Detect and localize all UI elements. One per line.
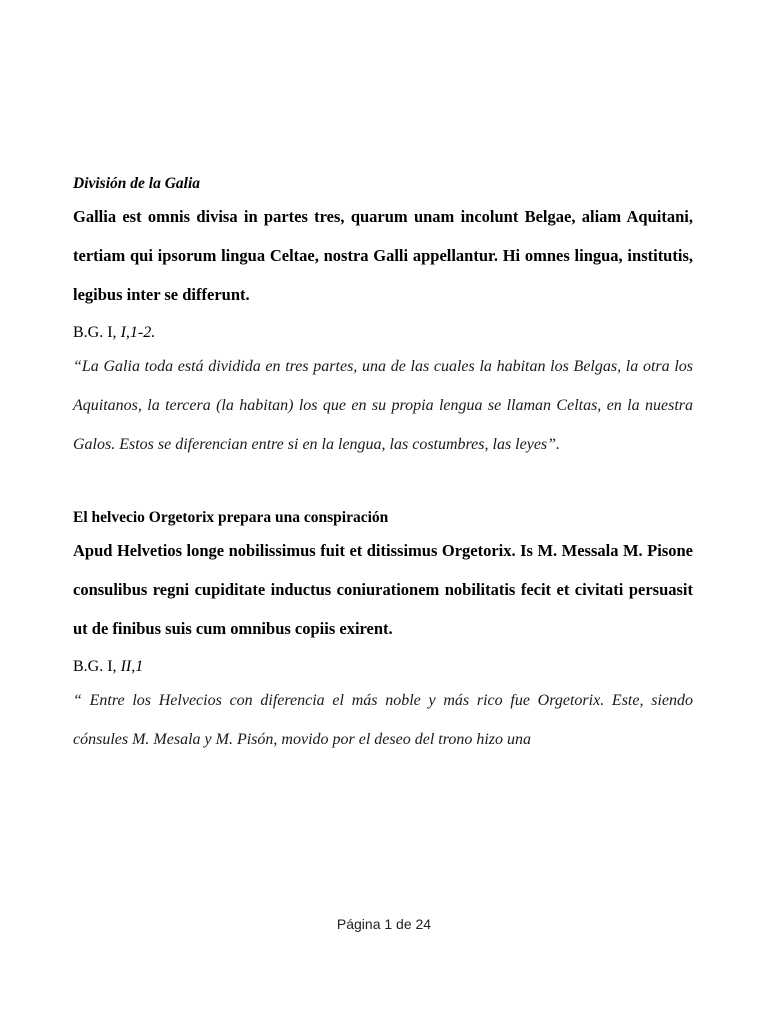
citation-location: I,1-2. <box>120 324 156 341</box>
citation-location: II,1 <box>120 658 144 675</box>
spanish-translation-division-galia: “La Galia toda está dividida en tres partes, una de las cuales la habitan los Belgas, la otra los Aquitanos, la tercera (la habitan) los que en su propia lengua se llaman Celtas, en la nuestra Galos. Estos se diferencian entre si en la lengua, las costumbres, las leyes”. <box>73 358 693 453</box>
section-spacer <box>73 464 693 508</box>
section-heading-division-galia: División de la Galia <box>73 175 201 192</box>
document-page <box>73 174 693 759</box>
page-number-footer: Página 1 de 24 <box>336 916 432 932</box>
citation-prefix: B.G. I, <box>73 658 121 675</box>
section-heading-orgetorix: El helvecio Orgetorix prepara una conspiración <box>73 509 389 526</box>
latin-text-orgetorix: Apud Helvetios longe nobilissimus fuit et ditissimus Orgetorix. Is M. Messala M. Pisone consulibus regni cupiditate inductus coniurationem nobilitatis fecit et civitati persuasit ut de finibus suis cum omnibus copiis exirent. <box>73 541 693 638</box>
citation-prefix: B.G. I, <box>73 324 121 341</box>
spanish-translation-orgetorix: “ Entre los Helvecios con diferencia el más noble y más rico fue Orgetorix. Este, siendo cónsules M. Mesala y M. Pisón, movido por el deseo del trono hizo una <box>73 692 693 748</box>
latin-text-division-galia: Gallia est omnis divisa in partes tres, quarum unam incolunt Belgae, aliam Aquitani, tertiam qui ipsorum lingua Celtae, nostra Galli appellantur. Hi omnes lingua, institutis, legibus inter se differunt. <box>73 207 693 304</box>
